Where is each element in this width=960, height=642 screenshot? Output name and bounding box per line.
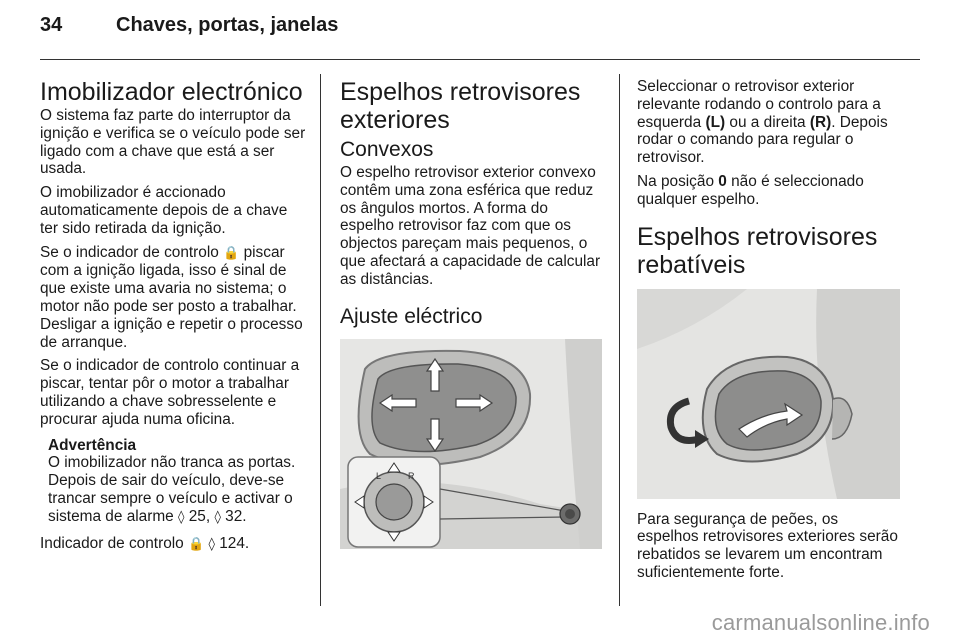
warning-title: Advertência — [48, 436, 137, 454]
page-number: 34 — [40, 14, 63, 36]
text: Seleccionar o retrovisor exterior relevante rodando o controlo para a esquerda — [637, 78, 881, 131]
chapter-title: Chaves, portas, janelas — [116, 14, 339, 36]
text: . — [244, 534, 250, 552]
page-ref-icon: ◊ — [178, 509, 185, 525]
subsection-title-convex: Convexos — [340, 138, 434, 161]
header-rule — [40, 59, 920, 60]
subsection-title-electric: Ajuste eléctrico — [340, 304, 483, 328]
paragraph: O imobilizador é accionado automaticamente depois de a chave ter sido retirada da ignição. — [40, 184, 288, 237]
column-exterior-mirrors — [340, 78, 604, 549]
text-bold: (R) — [809, 113, 832, 131]
text: piscar com a ignição ligada, isso é sinal de que existe uma avaria no sistema; o motor não pode ser posto a trabalhar. Desligar a ignição e repetir o processo de arranque. — [40, 243, 303, 351]
paragraph: Para segurança de peões, os espelhos retrovisores exteriores serão rebatidos se levarem um encontram suficientemente forte. — [637, 510, 898, 581]
text: Indicador de controlo — [40, 534, 189, 552]
mirror-adjust-drawing — [340, 339, 602, 549]
page-ref-link[interactable]: 32 — [225, 507, 243, 525]
watermark: carmanualsonline.info — [711, 610, 930, 635]
text: ou a direita — [725, 113, 810, 131]
warning-text — [48, 454, 308, 526]
folding-mirror-illustration — [637, 289, 900, 499]
text: O imobilizador não tranca as portas. Depois de sair do veículo, deve-se trancar sempre o veículo e activar o sistema de alarme — [48, 454, 296, 525]
paragraph — [637, 78, 903, 167]
immobilizer-icon: 🔒 — [223, 245, 240, 261]
mirror-adjust-illustration — [340, 339, 602, 549]
column-divider-2 — [619, 74, 620, 606]
text-bold: 0 — [718, 172, 727, 190]
column-divider-1 — [320, 74, 321, 606]
paragraph — [637, 173, 903, 209]
page-ref-icon: ◊ — [214, 509, 221, 525]
warning-box — [48, 437, 308, 527]
column-immobilizer — [40, 78, 308, 559]
knob-label-l: L — [376, 470, 382, 481]
text: , — [205, 507, 215, 525]
text: não é seleccionado qualquer espelho. — [637, 172, 864, 208]
text: Na posição — [637, 172, 719, 190]
page-ref-icon: ◊ — [208, 536, 215, 552]
text: . Depois rodar o comando para regular o retrovisor. — [637, 113, 888, 167]
paragraph: Se o indicador de controlo continuar a piscar, tentar pôr o motor a trabalhar utilizando a chave sobresselente e procurar ajuda numa oficina. — [40, 357, 300, 428]
folding-mirror-drawing — [637, 289, 900, 499]
section-title-folding-mirrors: Espelhos retrovisores rebatíveis — [637, 222, 878, 279]
text: . — [242, 507, 247, 525]
knob-label-r: R — [408, 470, 415, 481]
paragraph — [40, 535, 308, 554]
immobilizer-icon: 🔒 — [188, 536, 205, 552]
page-ref-link[interactable]: 124 — [219, 534, 245, 552]
paragraph: O espelho retrovisor exterior convexo contêm uma zona esférica que reduz os ângulos mortos. A forma do espelho retrovisor faz com que os objectos pareçam mais pequenos, o que afectará a capacidade de calcular as distâncias. — [340, 164, 601, 288]
section-title-immobilizer: Imobilizador electrónico — [40, 78, 303, 106]
text-bold: (L) — [705, 113, 726, 131]
page-ref-link[interactable]: 25 — [188, 507, 206, 525]
column-mirror-controls — [637, 78, 903, 588]
section-title-mirrors: Espelhos retrovisores exteriores — [340, 78, 581, 134]
paragraph: O sistema faz parte do interruptor da ignição e verifica se o veículo pode ser ligado com a chave que está a ser usada. — [40, 107, 306, 178]
paragraph — [40, 244, 308, 352]
text: Se o indicador de controlo — [40, 243, 224, 261]
